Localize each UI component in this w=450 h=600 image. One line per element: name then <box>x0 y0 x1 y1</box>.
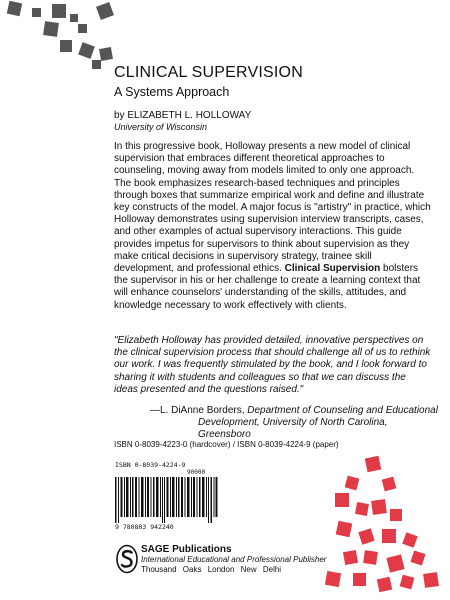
publisher-block <box>116 540 346 590</box>
description-text-continued: bolsters the supervisor in his or her challenge to create a learning context that will enhance counselors' understanding of the skills, attitudes, and knowledge necessary to work effectively with clients. <box>114 263 421 311</box>
decorative-red-square <box>355 502 369 516</box>
decorative-red-square <box>390 509 402 521</box>
decorative-red-square <box>382 529 396 543</box>
decorative-red-square <box>410 550 425 565</box>
decorative-red-square <box>382 477 397 492</box>
decorative-red-square <box>365 456 382 473</box>
sage-s-logo-icon <box>116 544 138 574</box>
decorative-red-square <box>386 554 404 572</box>
decorative-gray-square <box>92 60 101 69</box>
barcode-bars <box>115 477 219 523</box>
decorative-gray-square <box>60 40 72 52</box>
decorative-gray-square <box>7 1 22 16</box>
endorsement-attribution <box>150 405 440 442</box>
decorative-gray-square <box>43 21 59 37</box>
endorser-affiliation: Department of Counseling and Educational <box>244 405 438 416</box>
publisher-cities: Thousand Oaks London New Delhi <box>141 565 282 574</box>
publisher-tagline: International Educational and Professional Publisher <box>141 555 327 564</box>
endorser-affiliation-line2: Development, University of North Carolina, Greensboro <box>198 417 388 441</box>
decorative-red-square <box>363 550 378 565</box>
book-title: CLINICAL SUPERVISION <box>114 64 303 81</box>
decorative-red-square <box>400 575 415 590</box>
description-bold-title: Clinical Supervision <box>284 263 381 275</box>
barcode-number: 9 780803 942240 <box>115 523 174 531</box>
publisher-name: SAGE Publications <box>141 544 232 555</box>
decorative-red-square <box>402 532 417 547</box>
author-name: by ELIZABETH L. HOLLOWAY <box>114 110 252 121</box>
description-text: In this progressive book, Holloway presents a new model of clinical supervision that embraces different theoretical approaches to counseling, moving away from models limited to only one approach. The book emphasizes research-based techniques and principles through boxes that summarize empirical work and define and illustrate key constructs of the model. A major focus is "artistry" in practice, which Holloway demonstrates using supervision interview transcripts, cases, and other examples of actual supervisory interactions. This guide provides impetus for supervisors to think about supervision as they make critical decisions in supervisory strategy, trainee skill development, and professional ethics. <box>114 141 431 275</box>
decorative-red-square <box>353 573 366 586</box>
book-description <box>114 141 432 312</box>
endorser-name: —L. DiAnne Borders, <box>150 405 245 416</box>
decorative-red-square <box>358 528 374 544</box>
decorative-red-square <box>336 521 353 538</box>
decorative-red-square <box>377 577 392 592</box>
author-block <box>114 110 414 133</box>
barcode-price-code: 90000 <box>187 469 206 476</box>
decorative-red-square <box>371 499 387 515</box>
decorative-gray-square <box>96 2 114 20</box>
author-affiliation: University of Wisconsin <box>114 122 207 132</box>
barcode <box>115 461 220 531</box>
decorative-gray-square <box>70 14 78 22</box>
decorative-gray-square <box>32 8 41 17</box>
isbn-line: ISBN 0-8039-4223-0 (hardcover) / ISBN 0-8039-4224-9 (paper) <box>114 440 339 449</box>
decorative-gray-square <box>99 47 113 61</box>
decorative-red-square <box>423 572 439 588</box>
book-subtitle: A Systems Approach <box>114 85 230 99</box>
barcode-isbn-text: ISBN 0-8039-4224-9 <box>115 461 186 469</box>
endorsement-quote: "Elizabeth Holloway has provided detailed, innovative perspectives on the clinical supervision process that should challenge all of us to rethink our work. I was frequently stimulated by the book, and I look forward to sharing it with students and colleagues so that we can discuss the ideas presented and the questions raised." <box>114 335 431 395</box>
decorative-gray-square <box>52 4 66 18</box>
decorative-gray-square <box>78 24 87 33</box>
decorative-gray-square <box>78 42 95 59</box>
decorative-red-square <box>345 476 360 491</box>
title-block <box>114 64 414 100</box>
decorative-red-square <box>335 493 349 507</box>
